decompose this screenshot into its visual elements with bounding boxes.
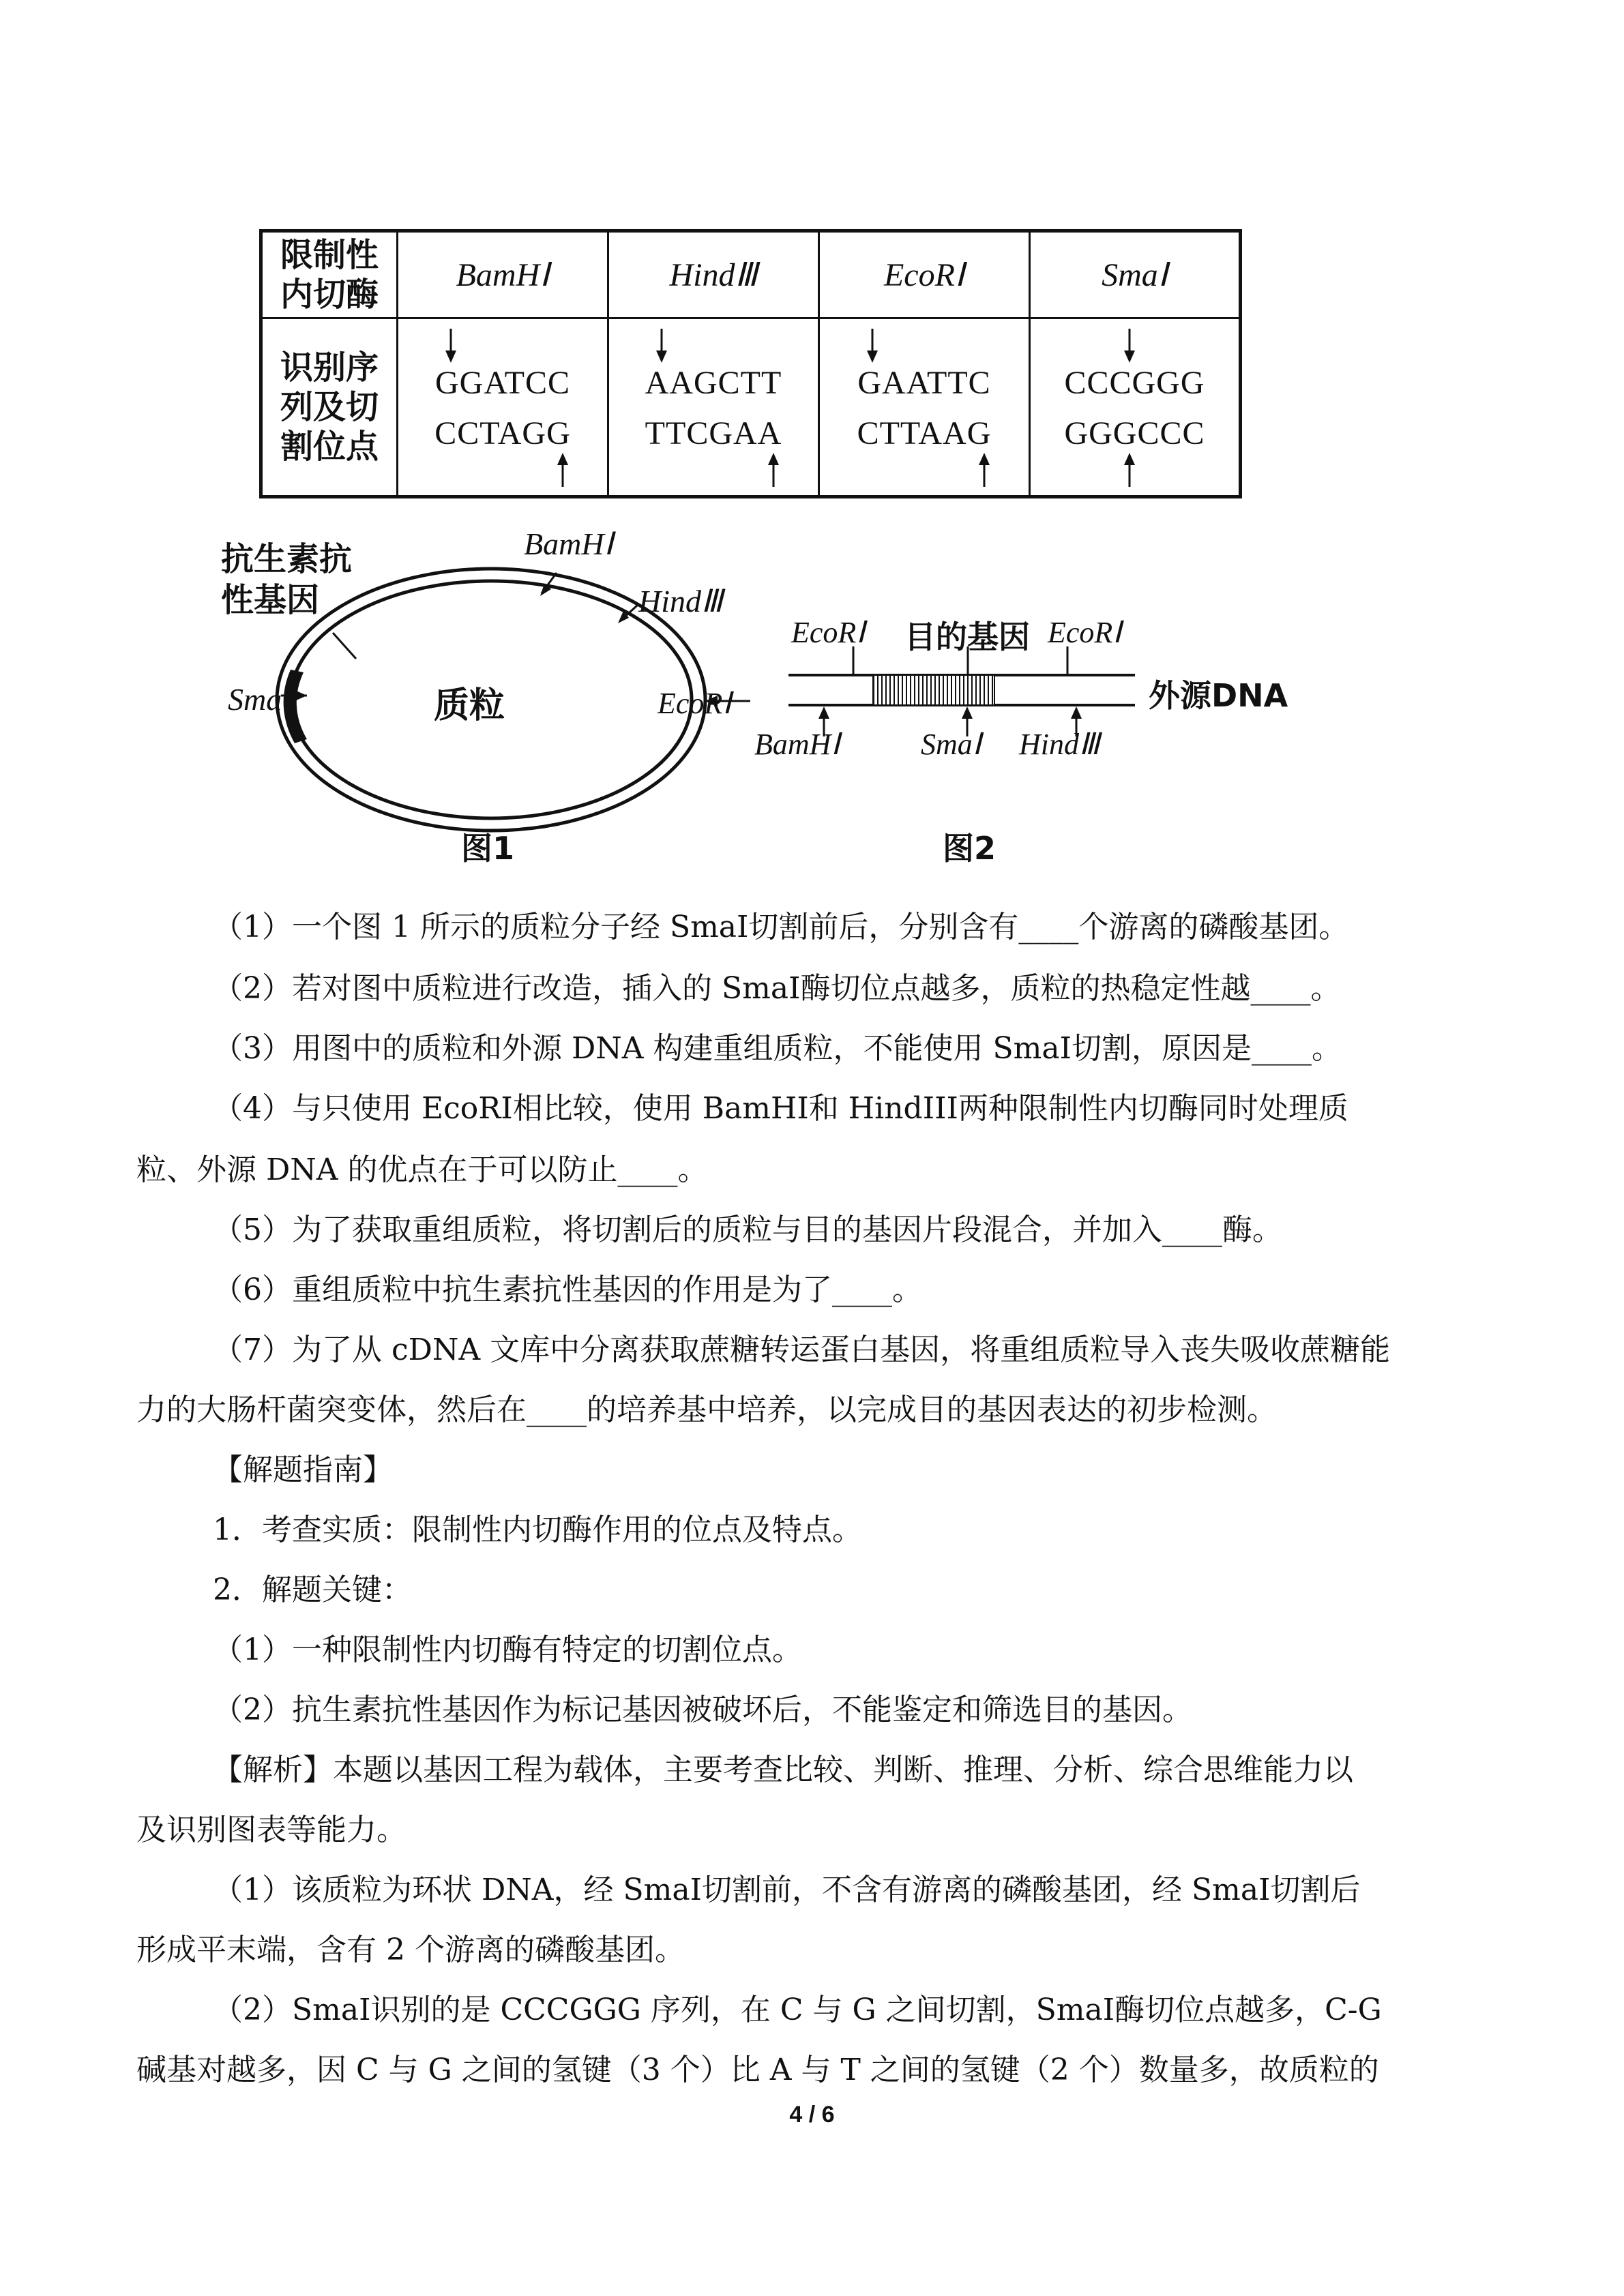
cut-arrow-up-icon [975,450,994,488]
table-row [261,318,1241,497]
cut-arrow-up-icon [1120,450,1139,488]
question-line: 粒、外源 DNA 的优点在于可以防止____。 [136,1152,708,1187]
question-line: （1）一个图 1 所示的质粒分子经 SmaⅠ切割前后，分别含有____个游离的磷酸基团。 [213,910,1349,944]
dna-sma1-label: SmaⅠ [921,728,981,761]
section-heading: 【解题指南】 [213,1452,393,1487]
sequence-bottom: CTTAAG [857,415,992,451]
dna-target-gene-label: 目的基因 [904,618,1030,655]
cut-arrow-up-icon [553,450,572,488]
sequence-bottom: TTCGAA [645,415,782,451]
figure-1-caption: 图1 [461,830,515,867]
enzyme-name-ecor1: EcoRⅠ [819,231,1030,318]
plasmid-bamh1-label: BamHⅠ [524,526,614,561]
table-row [261,231,1241,318]
sequence-cell-bamh1 [398,318,608,497]
plasmid-hind3-label: HindⅢ [638,584,723,618]
sequence-top: AAGCTT [645,365,782,401]
enzyme-name-hind3: HindⅢ [608,231,819,318]
page-number: 4 / 6 [789,2102,835,2128]
guide-line: （1）一种限制性内切酶有特定的切割位点。 [213,1632,802,1667]
sequence-top: GAATTC [857,365,991,401]
sequence-cell-hind3 [608,318,819,497]
question-line: （6）重组质粒中抗生素抗性基因的作用是为了____。 [213,1272,922,1307]
question-line: （2）若对图中质粒进行改造，插入的 SmaⅠ酶切位点越多，质粒的热稳定性越____。 [213,971,1341,1006]
sequence-top: CCCGGG [1064,365,1205,401]
enzyme-name-bamh1: BamHⅠ [398,231,608,318]
cut-arrow-down-icon [441,327,460,366]
sequence-bottom: CCTAGG [434,415,571,451]
analysis-line: （1）该质粒为环状 DNA，经 SmaⅠ切割前，不含有游离的磷酸基团，经 SmaⅠ切割后 [213,1873,1361,1907]
row-header-enzyme-text: 限制性 内切酶 [280,236,379,314]
figure-2-caption: 图2 [943,830,996,867]
row-header-enzyme [261,231,398,318]
question-line: （5）为了获取重组质粒，将切割后的质粒与目的基因片段混合，并加入____酶。 [213,1212,1282,1247]
dna-bamh1-label: BamHⅠ [754,728,840,761]
question-line: （4）与只使用 EcoRⅠ相比较，使用 BamHⅠ和 HindIII两种限制性内切酶同时处理质 [213,1091,1348,1126]
enzyme-table [259,229,1242,498]
guide-line: 2．解题关键： [213,1572,412,1607]
sequence-cell-ecor1 [819,318,1030,497]
analysis-line: 【解析】本题以基因工程为载体，主要考查比较、判断、推理、分析、综合思维能力以 [213,1753,1353,1787]
sequence-top: GGATCC [434,365,571,401]
question-line: 力的大肠杆菌突变体，然后在____的培养基中培养，以完成目的基因表达的初步检测。 [136,1392,1277,1427]
cut-arrow-up-icon [764,450,783,488]
antibiotic-gene-label: 抗生素抗 性基因 [221,540,353,619]
plasmid-ecor1-label: EcoRⅠ [658,687,732,720]
dna-foreign-label: 外源DNA [1149,677,1288,714]
row-header-sequence-text: 识别序 列及切 割位点 [280,348,379,466]
guide-line: 1．考查实质：限制性内切酶作用的位点及特点。 [213,1512,862,1547]
question-line: （3）用图中的质粒和外源 DNA 构建重组质粒，不能使用 SmaⅠ切割，原因是____。 [213,1031,1342,1066]
analysis-line: 碱基对越多，因 C 与 G 之间的氢键（3 个）比 A 与 T 之间的氢键（2 个）数量多，故质粒的 [136,2053,1379,2087]
analysis-line: 形成平末端，含有 2 个游离的磷酸基团。 [136,1933,685,1967]
plasmid-center-label: 质粒 [434,685,505,726]
cut-arrow-down-icon [863,327,882,366]
cut-arrow-down-icon [1120,327,1139,366]
cut-arrow-down-icon [652,327,671,366]
question-line: （7）为了从 cDNA 文库中分离获取蔗糖转运蛋白基因，将重组质粒导入丧失吸收蔗糖能 [213,1332,1391,1367]
analysis-line: 及识别图表等能力。 [136,1813,407,1847]
guide-line: （2）抗生素抗性基因作为标记基因被破坏后，不能鉴定和筛选目的基因。 [213,1693,1192,1727]
sequence-bottom: GGGCCC [1064,415,1205,451]
analysis-line: （2）SmaⅠ识别的是 CCCGGG 序列，在 C 与 G 之间切割，SmaⅠ酶切位点越多，C-G [213,1993,1382,2027]
sequence-cell-sma1 [1030,318,1241,497]
dna-ecor1-right-label: EcoRⅠ [1048,616,1122,649]
dna-ecor1-left-label: EcoRⅠ [791,616,866,649]
row-header-sequence [261,318,398,497]
figure-2-foreign-dna [750,600,1310,777]
plasmid-sma1-label: SmaⅠ [228,682,291,717]
dna-hind3-label: HindⅢ [1019,728,1100,761]
enzyme-name-sma1: SmaⅠ [1030,231,1241,318]
